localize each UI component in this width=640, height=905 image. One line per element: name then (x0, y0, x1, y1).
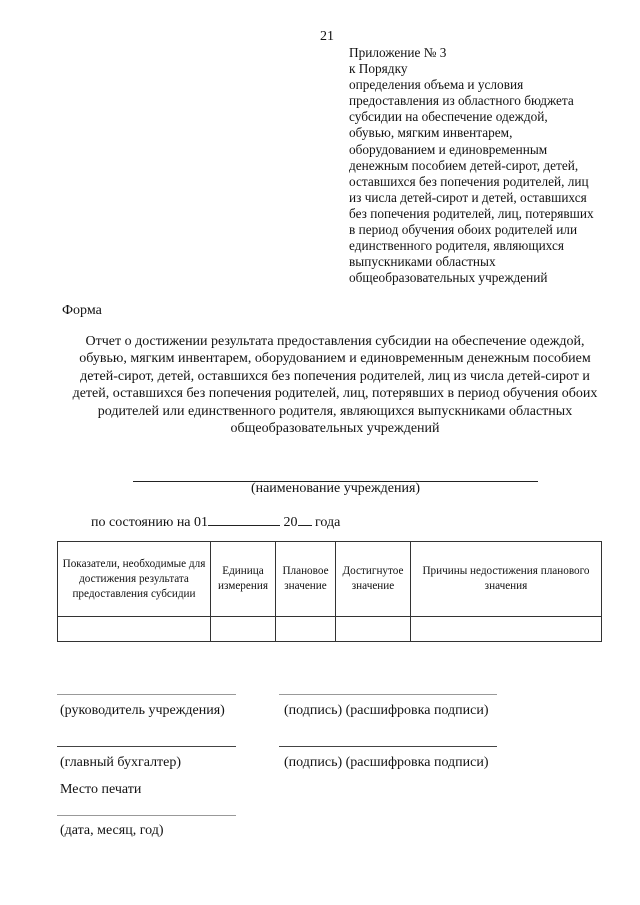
report-title (40, 333, 630, 437)
report-title-line: Отчет о достижении результата предоставления субсидии на обеспечение одеждой, (85, 334, 585, 349)
report-title-line: обувью, мягким инвентарем, оборудованием и единовременным денежным пособием (79, 351, 591, 367)
appendix-line: без попечения родителей, лиц, потерявших (349, 205, 594, 221)
appendix-line: предоставления из областного бюджета (349, 93, 574, 109)
appendix-line: оборудованием и единовременным (349, 141, 548, 157)
institution-caption: (наименование учреждения) (250, 481, 421, 496)
report-table (57, 541, 602, 642)
head-signature-caption: (подпись) (расшифровка подписи) (284, 703, 489, 718)
date-suffix: года (311, 515, 341, 530)
table-cell[interactable] (58, 617, 211, 642)
header-unit: Единица измерения (211, 542, 276, 617)
report-title-line: общеобразовательных учреждений (230, 421, 440, 437)
date-signed-line[interactable] (57, 815, 236, 816)
head-decoding-line[interactable] (279, 694, 497, 695)
header-reasons: Причины недостижения планового значения (411, 542, 602, 617)
accountant-signature-caption: (подпись) (расшифровка подписи) (284, 755, 489, 770)
page-number: 21 (320, 29, 334, 44)
appendix-line: Приложение № 3 (349, 45, 447, 60)
date-signed-caption: (дата, месяц, год) (60, 823, 164, 838)
appendix-line: обувью, мягким инвентарем, (349, 125, 513, 141)
table-header-row (58, 542, 602, 617)
head-caption: (руководитель учреждения) (60, 703, 225, 718)
report-title-line: родителей или единственного родителя, являющихся выпускниками областных (97, 403, 573, 419)
date-month-field[interactable] (208, 513, 280, 526)
date-prefix: по состоянию на 01 (91, 515, 209, 530)
table-cell[interactable] (411, 617, 602, 642)
report-title-line: детей-сирот, детей, оставшихся без попечения родителей, лиц из числа детей-сирот и (80, 368, 590, 384)
date-year-field[interactable] (298, 513, 312, 526)
appendix-line: к Порядку (349, 61, 408, 77)
date-year-prefix: 20 (280, 515, 298, 530)
accountant-signature-line[interactable] (57, 746, 236, 747)
report-title-line: детей, оставшихся без попечения родителей, лиц, потерявших в период обучения обоих (72, 386, 598, 402)
table-cell[interactable] (211, 617, 276, 642)
head-signature-line[interactable] (57, 694, 236, 695)
appendix-line: в период обучения обоих родителей или (349, 222, 578, 238)
appendix-line: выпускниками областных (349, 254, 496, 270)
table-cell[interactable] (336, 617, 411, 642)
form-label: Форма (62, 303, 102, 318)
appendix-line: субсидии на обеспечение одеждой, (349, 109, 548, 125)
appendix-line: общеобразовательных учреждений (349, 270, 548, 286)
appendix-line: денежным пособием детей-сирот, детей, (349, 157, 579, 173)
header-planned-value: Плановое значение (276, 542, 336, 617)
appendix-line: единственного родителя, являющихся (349, 238, 564, 254)
header-indicators: Показатели, необходимые для достижения результата предоставления субсидии (58, 542, 211, 617)
date-line (91, 513, 340, 531)
stamp-place: Место печати (60, 782, 142, 797)
table-cell[interactable] (276, 617, 336, 642)
accountant-decoding-line[interactable] (279, 746, 497, 747)
appendix-line: оставшихся без попечения родителей, лиц (349, 173, 589, 189)
accountant-caption: (главный бухгалтер) (60, 755, 182, 770)
appendix-line: определения объема и условия (349, 77, 524, 93)
appendix-line: из числа детей-сирот и детей, оставшихся (349, 189, 587, 205)
appendix-heading (349, 45, 624, 286)
table-row (58, 617, 602, 642)
header-achieved-value: Достигнутое значение (336, 542, 411, 617)
